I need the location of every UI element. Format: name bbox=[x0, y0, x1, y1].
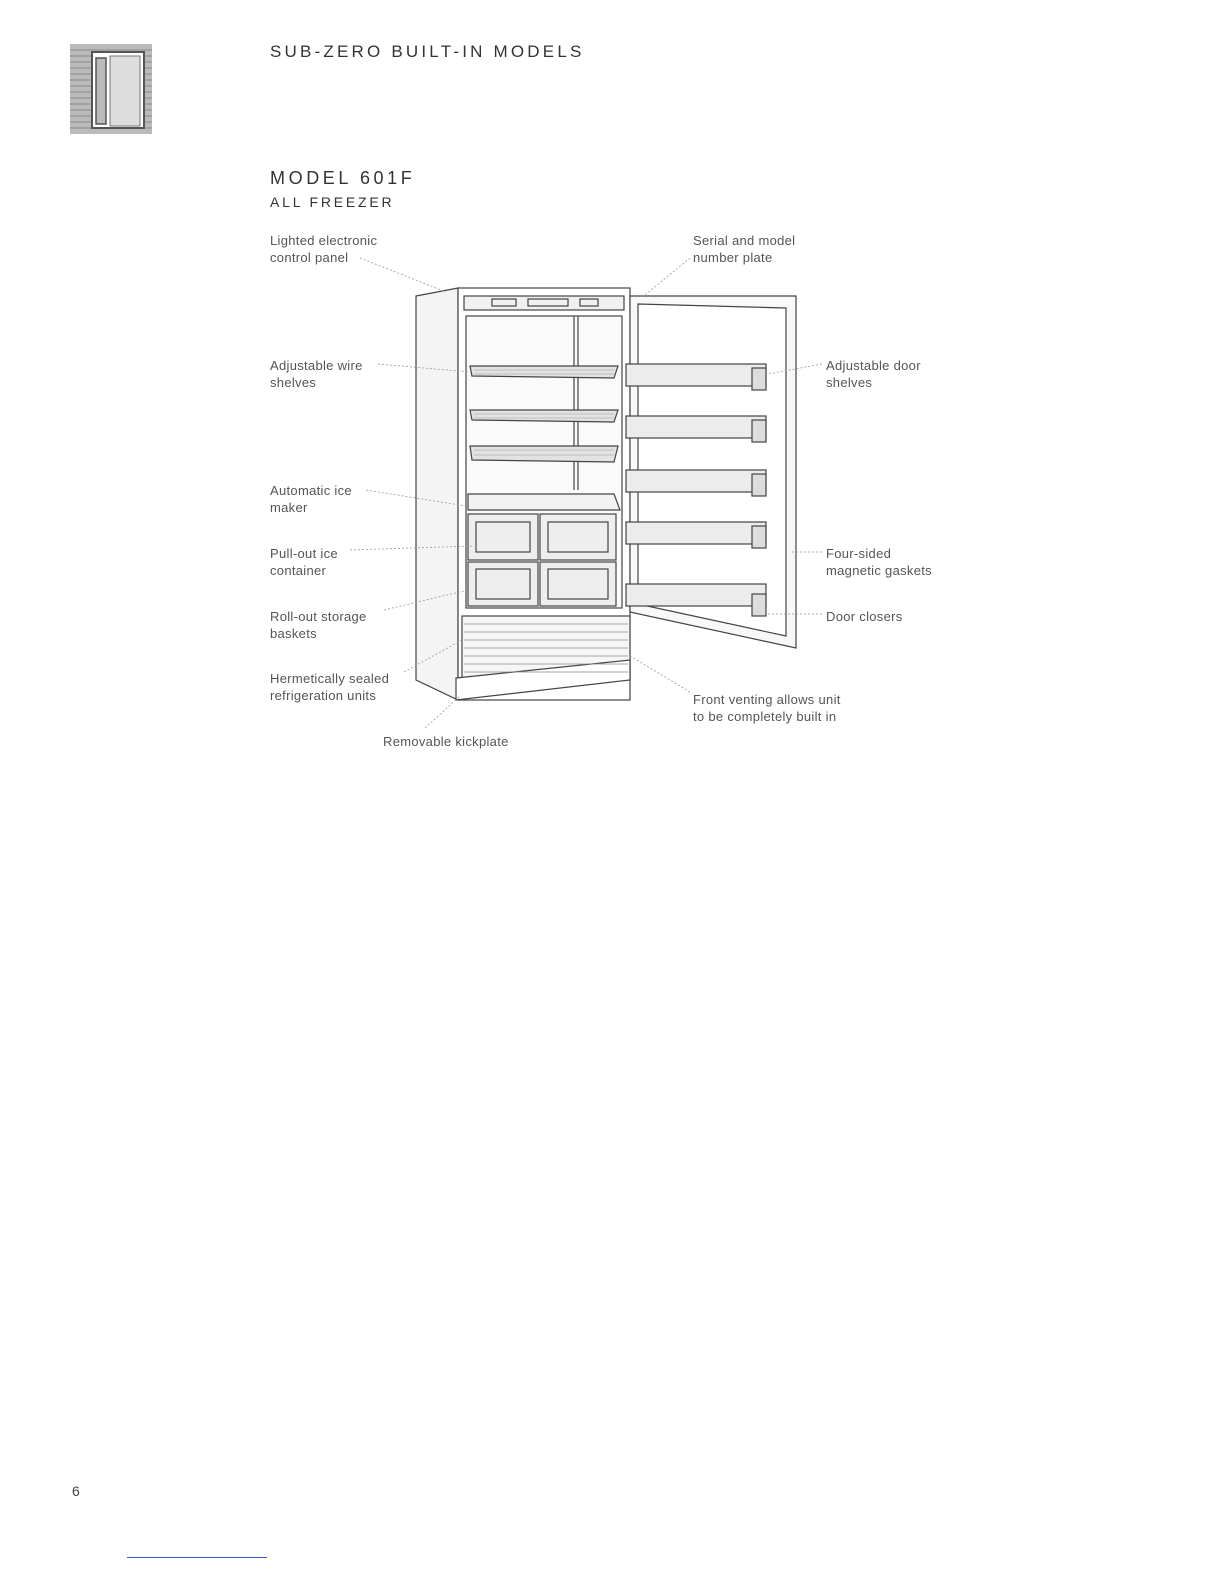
label-gaskets: Four-sided magnetic gaskets bbox=[826, 546, 932, 578]
label-ice-container: Pull-out ice container bbox=[270, 546, 338, 578]
page-number: 6 bbox=[72, 1483, 80, 1499]
label-serial-plate: Serial and model number plate bbox=[693, 233, 796, 265]
label-control-panel: Lighted electronic control panel bbox=[270, 233, 378, 265]
label-venting: Front venting allows unit to be completely built in bbox=[693, 692, 841, 724]
label-baskets: Roll-out storage baskets bbox=[270, 609, 367, 641]
label-door-shelves: Adjustable door shelves bbox=[826, 358, 921, 390]
page-header: SUB-ZERO BUILT-IN MODELS bbox=[270, 42, 585, 61]
model-subtitle: ALL FREEZER bbox=[270, 194, 395, 210]
label-wire-shelves: Adjustable wire shelves bbox=[270, 358, 363, 390]
footer-rule bbox=[127, 1557, 267, 1558]
label-ice-maker: Automatic ice maker bbox=[270, 483, 352, 515]
label-refrigeration: Hermetically sealed refrigeration units bbox=[270, 671, 390, 703]
label-door-closers: Door closers bbox=[826, 609, 903, 624]
label-kickplate: Removable kickplate bbox=[383, 734, 509, 749]
model-title: MODEL 601F bbox=[270, 168, 416, 188]
